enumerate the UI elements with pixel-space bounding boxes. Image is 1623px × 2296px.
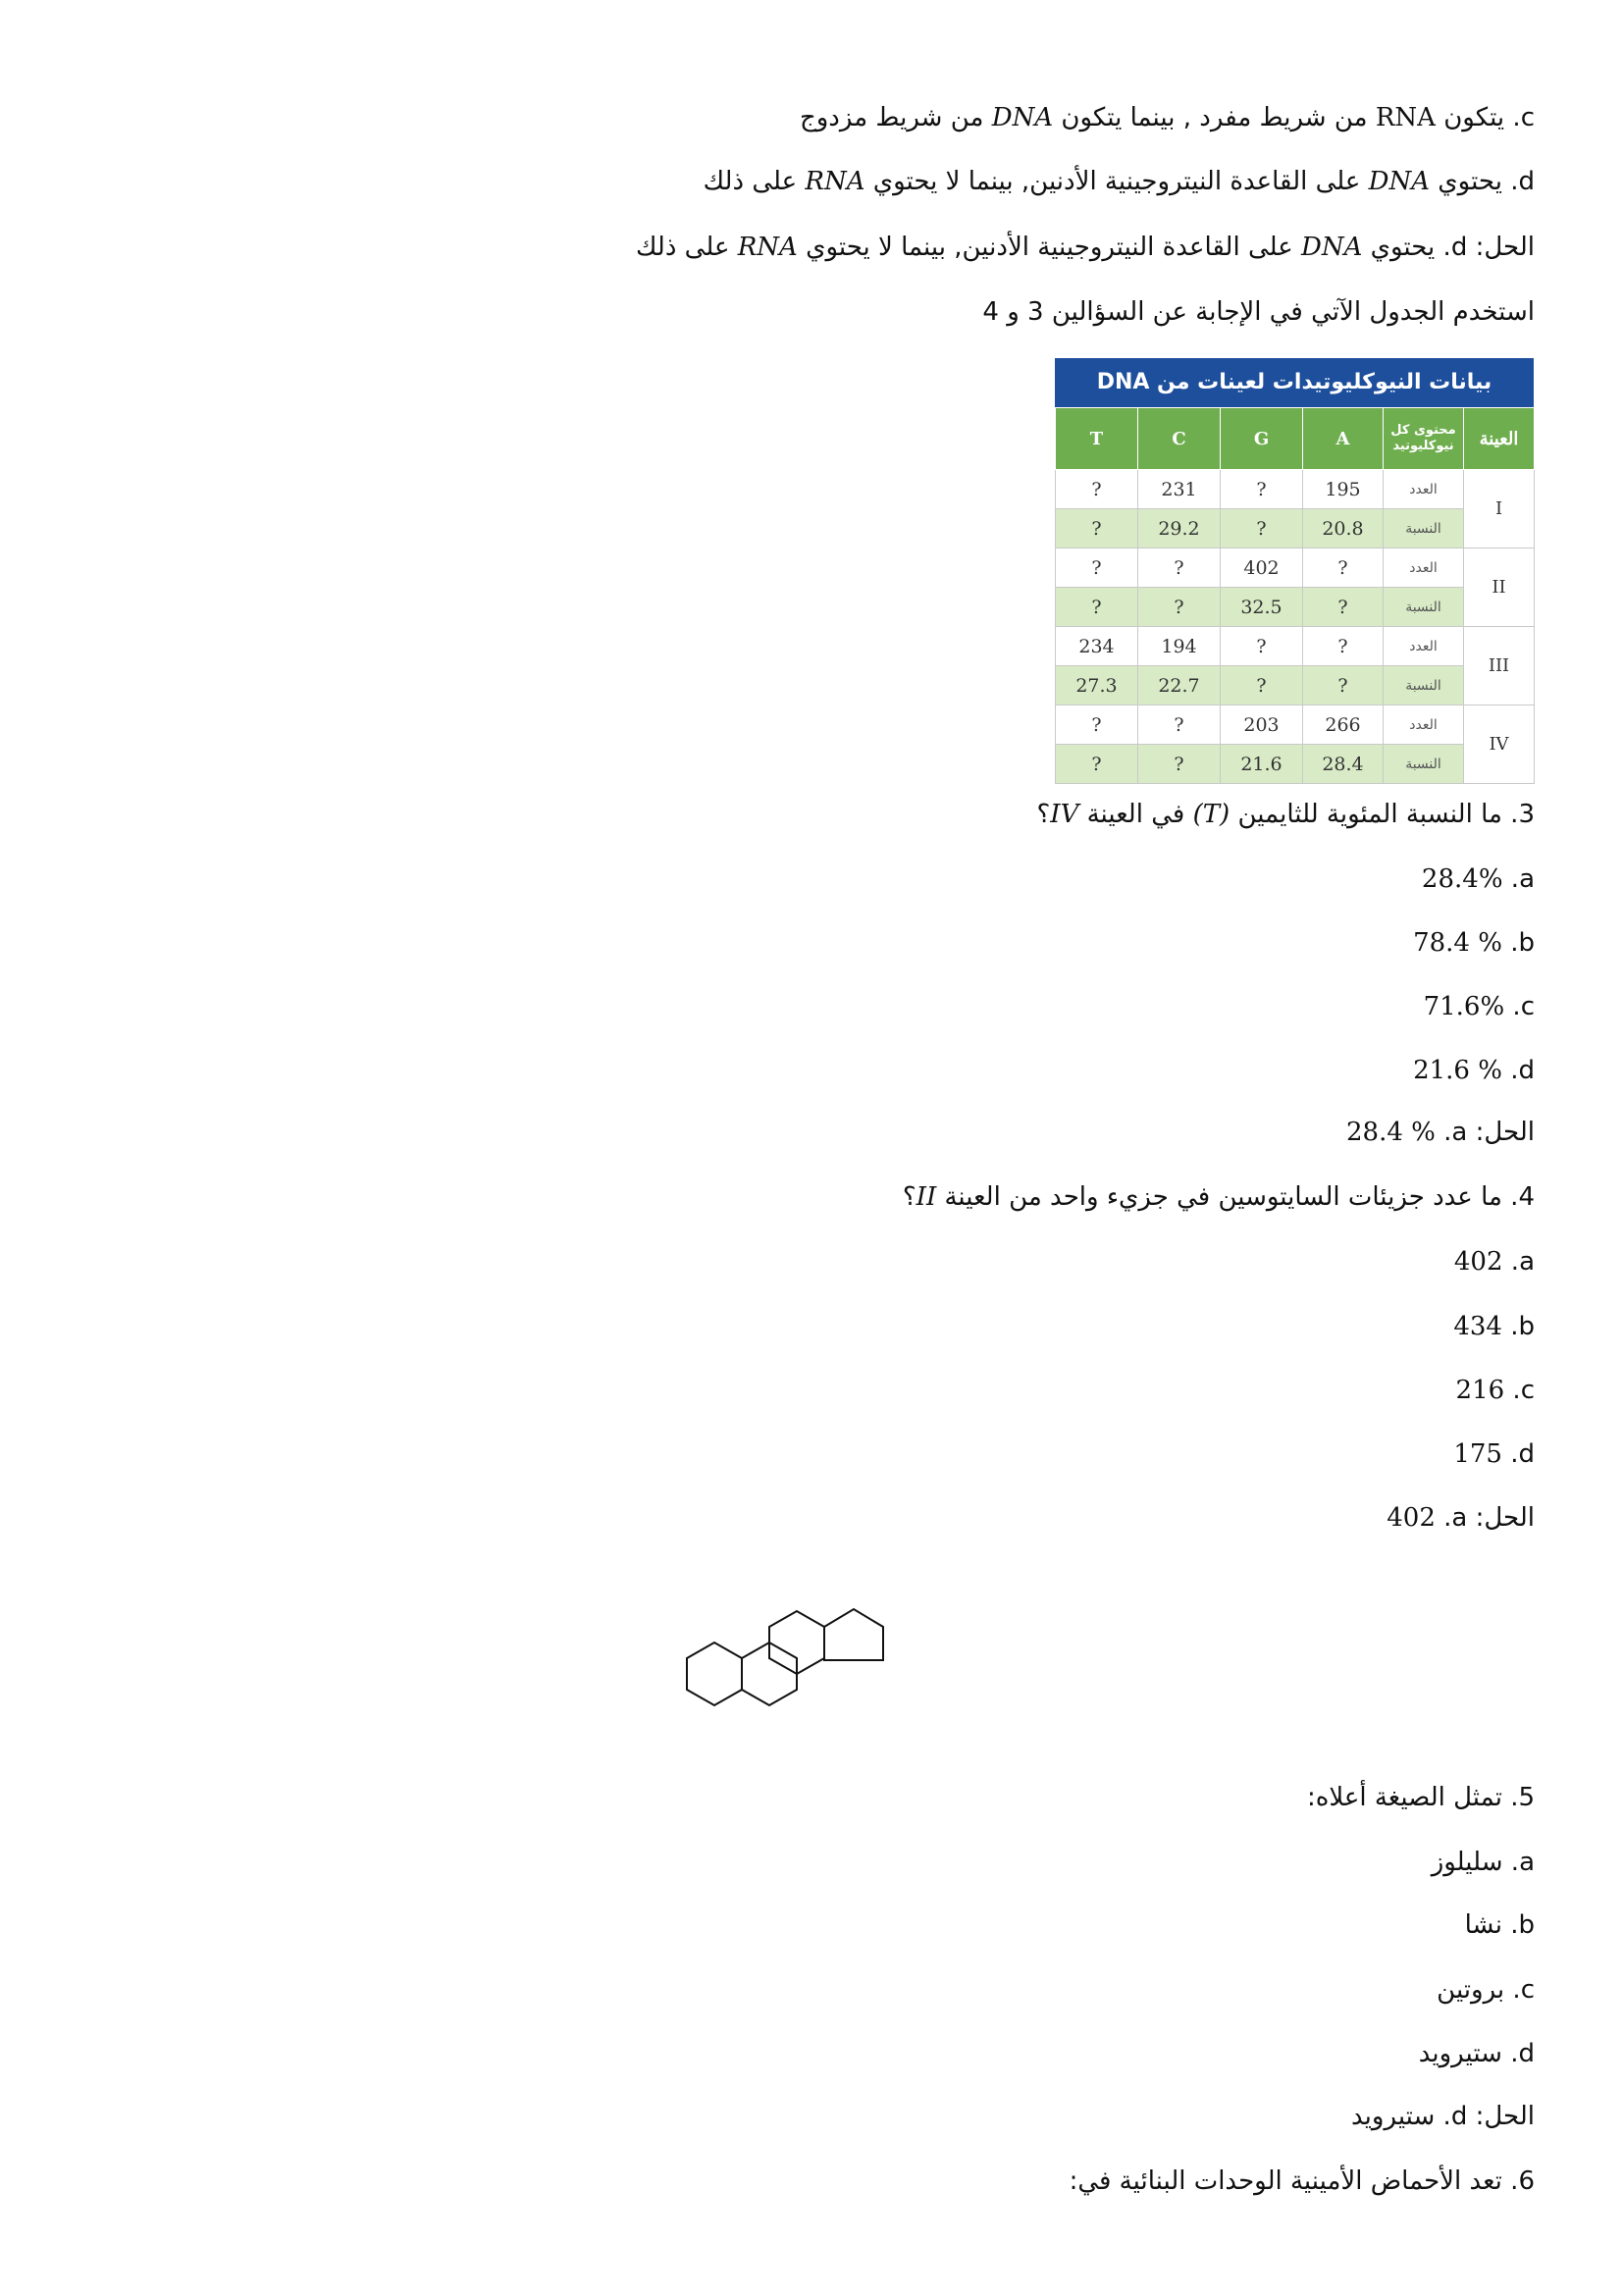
table-cell: 266	[1303, 705, 1384, 745]
table-cell: 195	[1303, 470, 1384, 509]
table-cell: 203	[1221, 705, 1303, 745]
table-cell: ?	[1056, 588, 1138, 627]
q4-option-a[interactable]: a. 402	[1453, 1247, 1535, 1277]
table-row	[1056, 509, 1535, 548]
table-cell: 29.2	[1138, 509, 1221, 548]
row-label: العدد	[1384, 548, 1464, 588]
table-cell: 194	[1138, 627, 1221, 666]
header-C: C	[1138, 408, 1221, 470]
table-cell: ?	[1221, 666, 1303, 705]
table-cell: 402	[1221, 548, 1303, 588]
row-label: النسبة	[1384, 509, 1464, 548]
q5-solution: الحل: d. ستيرويد	[1351, 2102, 1535, 2131]
question-4: 4. ما عدد جزيئات السايتوسين في جزيء واحد من العينة II؟	[902, 1182, 1535, 1212]
q4-option-c[interactable]: c. 216	[1455, 1376, 1535, 1405]
table-row	[1056, 705, 1535, 745]
table-cell: 22.7	[1138, 666, 1221, 705]
sample-name: I	[1464, 470, 1535, 548]
table-row	[1056, 588, 1535, 627]
table-cell: 21.6	[1221, 745, 1303, 784]
table-cell: 234	[1056, 627, 1138, 666]
table-row	[1056, 745, 1535, 784]
table-cell: 27.3	[1056, 666, 1138, 705]
table-cell: ?	[1221, 470, 1303, 509]
table-cell: ?	[1303, 666, 1384, 705]
table-cell: ?	[1138, 705, 1221, 745]
table-cell: 20.8	[1303, 509, 1384, 548]
row-label: العدد	[1384, 705, 1464, 745]
table-cell: ?	[1221, 627, 1303, 666]
row-label: النسبة	[1384, 588, 1464, 627]
table-cell: ?	[1056, 470, 1138, 509]
q5-option-a[interactable]: a. سليلوز	[1431, 1848, 1535, 1877]
table-cell: ?	[1056, 548, 1138, 588]
table-cell: ?	[1303, 588, 1384, 627]
question-5: 5. تمثل الصيغة أعلاه:	[1306, 1783, 1535, 1812]
table-row	[1056, 548, 1535, 588]
header-T: T	[1056, 408, 1138, 470]
q3-option-c[interactable]: c. 71.6%	[1423, 992, 1535, 1021]
header-sample: العينة	[1464, 408, 1535, 470]
table-cell: ?	[1221, 509, 1303, 548]
table-cell: ?	[1138, 548, 1221, 588]
q4-solution: الحل: a. 402	[1387, 1503, 1535, 1533]
table-cell: ?	[1303, 627, 1384, 666]
ring-d	[824, 1609, 883, 1660]
steroid-structure-drawing	[677, 1580, 991, 1756]
q5-option-d[interactable]: d. ستيرويد	[1418, 2039, 1535, 2068]
header-content: محتوى كل نيوكليوتيد	[1384, 408, 1464, 470]
ring-a	[687, 1643, 742, 1705]
q5-option-c[interactable]: c. بروتين	[1437, 1975, 1535, 2005]
option-c-line: c. يتكون RNA من شريط مفرد , بينما يتكون DNA من شريط مزدوج	[799, 103, 1535, 132]
header-A: A	[1303, 408, 1384, 470]
table-intro: استخدم الجدول الآتي في الإجابة عن السؤالين 3 و 4	[982, 297, 1535, 327]
nucleotide-table	[1055, 358, 1534, 784]
q3-solution: الحل: a. 28.4 %	[1346, 1118, 1535, 1147]
sample-name: IV	[1464, 705, 1535, 784]
row-label: النسبة	[1384, 745, 1464, 784]
table-cell: ?	[1138, 588, 1221, 627]
table-cell: ?	[1056, 705, 1138, 745]
table-cell: ?	[1056, 509, 1138, 548]
sample-name: III	[1464, 627, 1535, 705]
question-6: 6. تعد الأحماض الأمينية الوحدات البنائية في:	[1069, 2166, 1535, 2196]
table-row	[1056, 470, 1535, 509]
header-G: G	[1221, 408, 1303, 470]
table-cell: 231	[1138, 470, 1221, 509]
table-cell: ?	[1138, 745, 1221, 784]
sample-name: II	[1464, 548, 1535, 627]
solution-line-2: الحل: d. يحتوي DNA على القاعدة النيتروجينية الأدنين, بينما لا يحتوي RNA على ذلك	[635, 233, 1535, 262]
q4-option-b[interactable]: b. 434	[1453, 1312, 1535, 1341]
q3-option-a[interactable]: a. 28.4%	[1421, 864, 1535, 894]
question-3: 3. ما النسبة المئوية للثايمين (T) في العينة IV؟	[1036, 800, 1535, 829]
table-cell: 28.4	[1303, 745, 1384, 784]
table-cell: ?	[1303, 548, 1384, 588]
table-cell: 32.5	[1221, 588, 1303, 627]
table-row	[1056, 627, 1535, 666]
row-label: العدد	[1384, 627, 1464, 666]
option-d-line: d. يحتوي DNA على القاعدة النيتروجينية الأدنين, بينما لا يحتوي RNA على ذلك	[703, 167, 1535, 196]
q4-option-d[interactable]: d. 175	[1453, 1439, 1535, 1469]
table-cell: ?	[1056, 745, 1138, 784]
q3-option-b[interactable]: b. 78.4 %	[1413, 928, 1535, 958]
row-label: العدد	[1384, 470, 1464, 509]
q5-option-b[interactable]: b. نشا	[1464, 1910, 1535, 1940]
table-title: بيانات النيوكليوتيدات لعينات من DNA	[1055, 358, 1534, 407]
row-label: النسبة	[1384, 666, 1464, 705]
q3-option-d[interactable]: d. 21.6 %	[1413, 1056, 1535, 1085]
table-row	[1056, 666, 1535, 705]
